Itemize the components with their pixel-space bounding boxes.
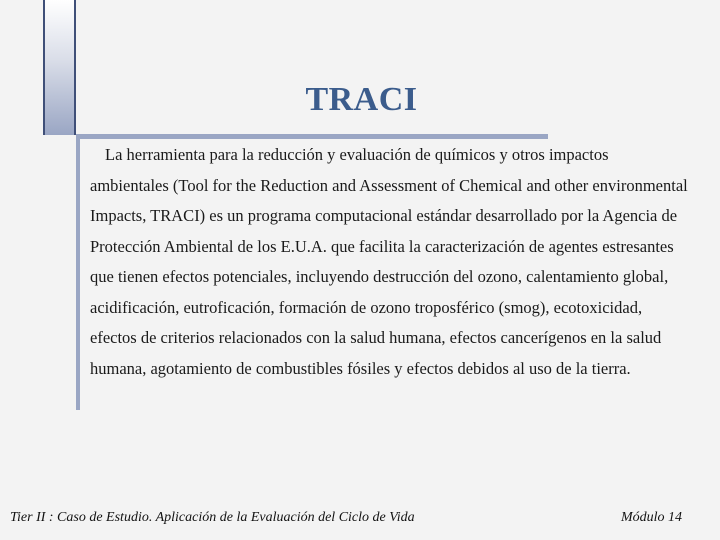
slide-title: TRACI	[305, 80, 418, 118]
slide-body-paragraph: La herramienta para la reducción y evaluación de químicos y otros impactos ambientales (Tool for the Reduction and Assessment of Chemical and other environmental Impacts, TRACI) es un programa computacional estándar desarrollado por la Agencia de Protección Ambiental de los E.U.A. que facilita la caracterización de agentes estresantes que tienen efectos potenciales, incluyendo destrucción del ozono, calentamiento global, acidificación, eutroficación, formación de ozono troposférico (smog), ecotoxicidad, efectos de criterios relacionados con la salud humana, efectos cancerígenos en la salud humana, agotamiento de combustibles fósiles y efectos debidos al uso de la tierra.	[90, 145, 688, 378]
footer-module-number: Módulo 14	[621, 510, 683, 525]
decorative-horizontal-rule	[76, 134, 548, 139]
slide-footer	[0, 510, 720, 534]
footer-course-title: Tier II : Caso de Estudio. Aplicación de la Evaluación del Ciclo de Vida	[10, 510, 415, 525]
decorative-vertical-rule	[76, 134, 80, 410]
